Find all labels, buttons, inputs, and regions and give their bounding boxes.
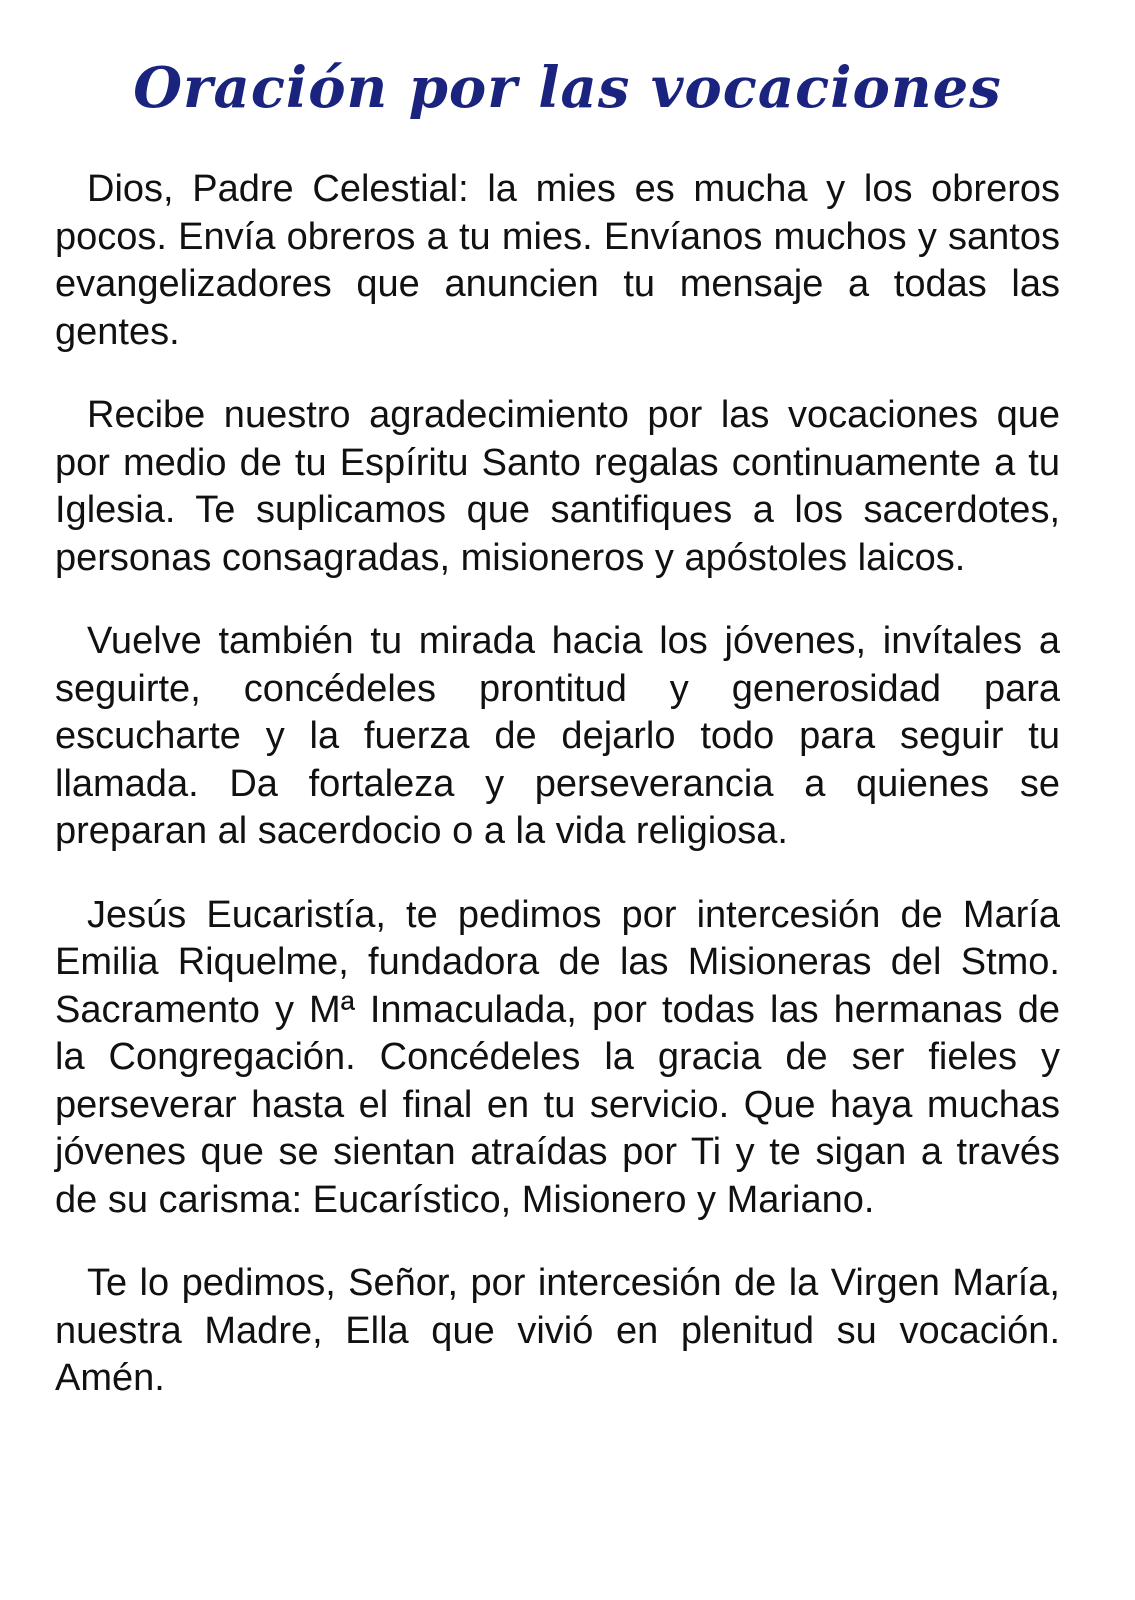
paragraph-5: Te lo pedimos, Señor, por intercesión de la Virgen María, nuestra Madre, Ella que vivió en plenitud su vocación. Amén. — [55, 1262, 1060, 1399]
paragraph-1: Dios, Padre Celestial: la mies es mucha y los obreros pocos. Envía obreros a tu mies. Envíanos muchos y santos evangelizadores que anuncien tu mensaje a todas las gentes. — [55, 168, 1060, 353]
paragraph-2: Recibe nuestro agradecimiento por las vocaciones que por medio de tu Espíritu Santo regalas continuamente a tu Iglesia. Te suplicamos que santifiques a los sacerdotes, personas consagradas, misioneros y apóstoles laicos. — [55, 394, 1060, 579]
paragraph-4: Jesús Eucaristía, te pedimos por intercesión de María Emilia Riquelme, fundadora de las Misioneras del Stmo. Sacramento y Mª Inmaculada, por todas las hermanas de la Congregación. Concédeles la gracia de ser fieles y perseverar hasta el final en tu servicio. Que haya muchas jóvenes que se sientan atraídas por Ti y te sigan a través de su carisma: Eucarístico, Misionero y Mariano. — [55, 893, 1060, 1221]
page-title: Oración por las vocaciones — [133, 55, 1002, 121]
paragraph-3: Vuelve también tu mirada hacia los jóvenes, invítales a seguirte, concédeles prontitud y generosidad para escucharte y la fuerza de dejarlo todo para seguir tu llamada. Da fortaleza y perseverancia a quienes se preparan al sacerdocio o a la vida religiosa. — [55, 620, 1060, 852]
prayer-body — [55, 166, 1060, 1403]
